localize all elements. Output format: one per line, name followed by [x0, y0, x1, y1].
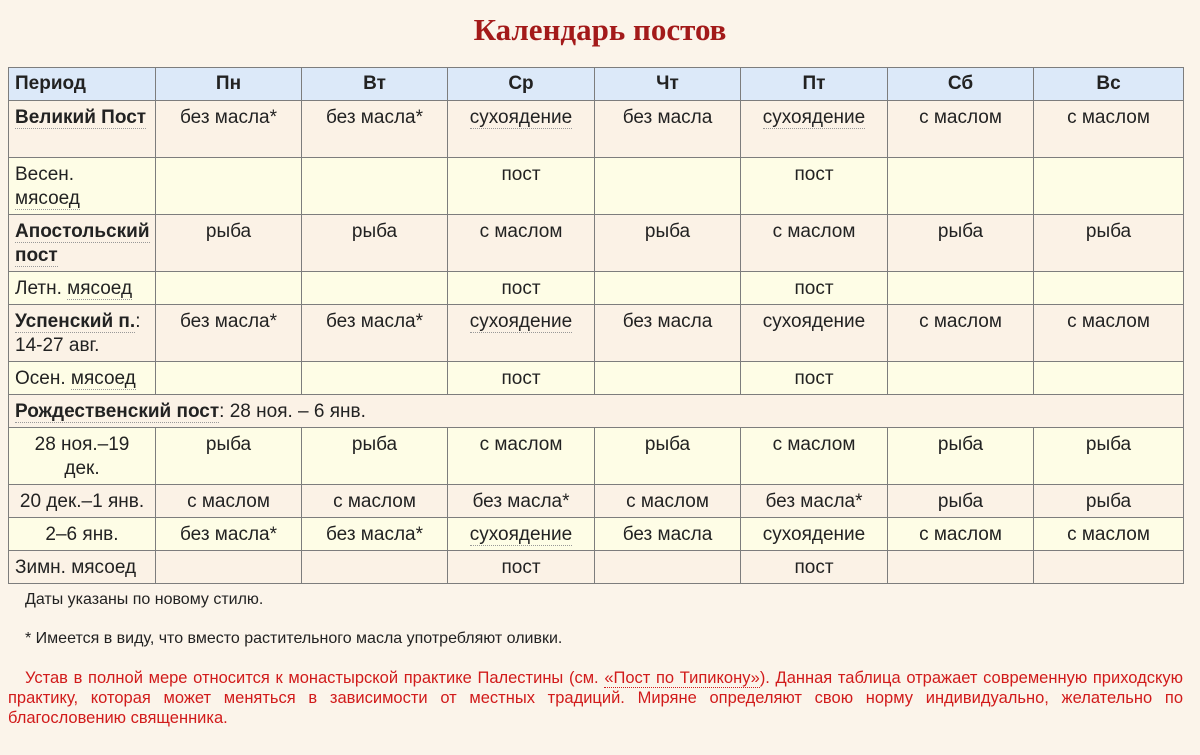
table-cell: без масла*: [302, 305, 448, 362]
table-cell: [888, 158, 1034, 215]
table-cell: [888, 551, 1034, 584]
period-cell: [9, 215, 156, 272]
meat-eating-link[interactable]: мясоед: [67, 278, 133, 299]
table-cell: без масла*: [448, 485, 595, 518]
row-nativity-period-2: [9, 485, 1184, 518]
dormition-fast-link[interactable]: Успенский п.: [15, 311, 136, 332]
great-lent-link[interactable]: Великий Пост: [15, 107, 147, 128]
table-cell: рыба: [595, 215, 741, 272]
table-cell: с маслом: [741, 215, 888, 272]
table-cell: сухоядение: [741, 518, 888, 551]
table-cell: [448, 101, 595, 158]
dry-eating-link[interactable]: сухоядение: [469, 524, 573, 545]
table-cell: без масла*: [302, 101, 448, 158]
period-cell: 20 дек.–1 янв.: [9, 485, 156, 518]
table-cell: [156, 362, 302, 395]
table-cell: [448, 518, 595, 551]
period-cell: 28 ноя.–19 дек.: [9, 428, 156, 485]
nativity-fast-dates: : 28 ноя. – 6 янв.: [219, 401, 366, 422]
note-typikon-text-b: ). Данная таблица отражает современную приходскую практику, которая может меняться в зависимости от местных традиций. Миряне определяют свою норму индивидуально, желательно по благословению священника.: [8, 669, 1183, 727]
table-cell: рыба: [595, 428, 741, 485]
table-cell: с маслом: [302, 485, 448, 518]
table-cell: пост: [741, 158, 888, 215]
row-summer-meat: [9, 272, 1184, 305]
table-cell: с маслом: [888, 305, 1034, 362]
meat-eating-link[interactable]: мясоед: [15, 188, 80, 209]
table-cell: [1034, 158, 1184, 215]
table-cell: пост: [448, 158, 595, 215]
table-cell: [302, 272, 448, 305]
table-cell: с маслом: [741, 428, 888, 485]
table-cell: рыба: [302, 215, 448, 272]
period-label: Летн.: [15, 278, 62, 299]
table-cell: пост: [448, 551, 595, 584]
table-cell: с маслом: [595, 485, 741, 518]
table-cell: [888, 362, 1034, 395]
table-cell: пост: [448, 362, 595, 395]
table-cell: без масла: [595, 518, 741, 551]
table-cell: [741, 101, 888, 158]
nativity-fast-link[interactable]: Рождественский пост: [15, 401, 220, 422]
row-nativity-period-1: [9, 428, 1184, 485]
table-cell: рыба: [156, 215, 302, 272]
row-great-lent: [9, 101, 1184, 158]
table-cell: [156, 158, 302, 215]
row-nativity-period-3: [9, 518, 1184, 551]
note-dates: Даты указаны по новому стилю.: [25, 591, 264, 608]
header-wed: Ср: [448, 68, 595, 101]
table-cell: сухоядение: [741, 305, 888, 362]
table-cell: без масла*: [302, 518, 448, 551]
period-cell: Зимн. мясоед: [9, 551, 156, 584]
table-cell: с маслом: [156, 485, 302, 518]
nativity-fast-heading: [9, 395, 1184, 428]
header-sun: Вс: [1034, 68, 1184, 101]
table-cell: рыба: [1034, 428, 1184, 485]
header-fri: Пт: [741, 68, 888, 101]
table-cell: [156, 551, 302, 584]
table-cell: [302, 362, 448, 395]
table-cell: без масла*: [156, 518, 302, 551]
apostles-fast-link[interactable]: Апостольский пост: [15, 221, 150, 266]
table-cell: с маслом: [1034, 101, 1184, 158]
dry-eating-link[interactable]: сухоядение: [762, 107, 866, 128]
table-cell: рыба: [888, 428, 1034, 485]
period-dates: 14-27 авг.: [15, 335, 100, 356]
period-cell: [9, 305, 156, 362]
note-typikon-text-a: Устав в полной мере относится к монастырской практике Палестины (см.: [25, 669, 605, 687]
table-cell: пост: [741, 272, 888, 305]
table-cell: рыба: [156, 428, 302, 485]
table-cell: [302, 158, 448, 215]
table-cell: [1034, 272, 1184, 305]
table-cell: без масла: [595, 101, 741, 158]
dry-eating-link[interactable]: сухоядение: [469, 311, 573, 332]
table-cell: без масла*: [156, 305, 302, 362]
dry-eating-link[interactable]: сухоядение: [469, 107, 573, 128]
table-cell: [1034, 551, 1184, 584]
fasting-calendar-table: [8, 67, 1184, 584]
table-cell: рыба: [888, 215, 1034, 272]
row-dormition-fast: [9, 305, 1184, 362]
table-cell: с маслом: [888, 101, 1034, 158]
table-cell: без масла: [595, 305, 741, 362]
note-typikon: [8, 668, 1183, 728]
typikon-fast-link[interactable]: «Пост по Типикону»: [604, 669, 760, 687]
table-cell: рыба: [1034, 485, 1184, 518]
header-tue: Вт: [302, 68, 448, 101]
table-cell: [302, 551, 448, 584]
table-cell: без масла*: [156, 101, 302, 158]
header-sat: Сб: [888, 68, 1034, 101]
table-cell: рыба: [302, 428, 448, 485]
meat-eating-link[interactable]: мясоед: [70, 368, 136, 389]
table-cell: [595, 272, 741, 305]
table-cell: без масла*: [741, 485, 888, 518]
header-mon: Пн: [156, 68, 302, 101]
table-cell: [888, 272, 1034, 305]
row-nativity-fast: [9, 395, 1184, 428]
table-cell: пост: [741, 362, 888, 395]
header-period: Период: [9, 68, 156, 101]
table-cell: [156, 272, 302, 305]
table-cell: [595, 158, 741, 215]
row-winter-meat: [9, 551, 1184, 584]
header-thu: Чт: [595, 68, 741, 101]
period-cell: [9, 362, 156, 395]
table-cell: с маслом: [448, 428, 595, 485]
table-cell: [448, 305, 595, 362]
period-cell: [9, 101, 156, 158]
header-row: [9, 68, 1184, 101]
period-cell: [9, 158, 156, 215]
period-label: Весен.: [15, 164, 75, 185]
table-cell: пост: [741, 551, 888, 584]
row-autumn-meat: [9, 362, 1184, 395]
table-cell: с маслом: [888, 518, 1034, 551]
row-apostles-fast: [9, 215, 1184, 272]
table-cell: [595, 362, 741, 395]
table-cell: с маслом: [1034, 518, 1184, 551]
page-title: Календарь постов: [473, 12, 727, 47]
note-olive-oil: * Имеется в виду, что вместо растительного масла употребляют оливки.: [25, 630, 563, 647]
period-colon: :: [135, 311, 141, 332]
table-cell: пост: [448, 272, 595, 305]
period-cell: 2–6 янв.: [9, 518, 156, 551]
table-cell: [595, 551, 741, 584]
table-cell: рыба: [1034, 215, 1184, 272]
period-cell: [9, 272, 156, 305]
table-cell: с маслом: [448, 215, 595, 272]
table-cell: с маслом: [1034, 305, 1184, 362]
table-cell: рыба: [888, 485, 1034, 518]
table-cell: [1034, 362, 1184, 395]
notes: [8, 588, 1183, 728]
row-spring-meat: [9, 158, 1184, 215]
period-label: Осен.: [15, 368, 66, 389]
